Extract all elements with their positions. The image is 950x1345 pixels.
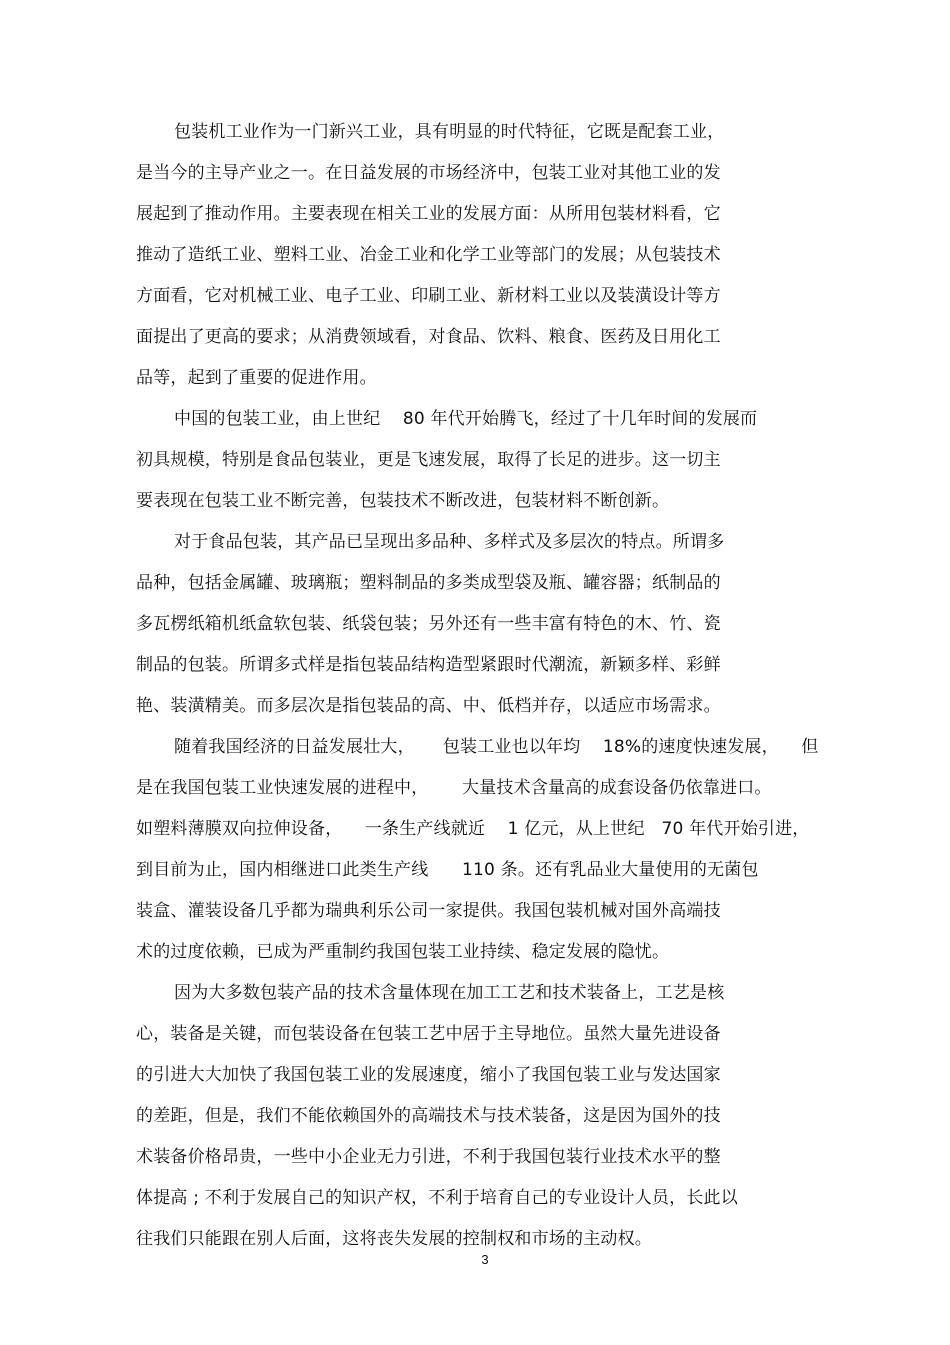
text-line: 术的过度依赖，已成为严重制约我国包装工业持续、稳定发展的隐忧。 [136, 942, 670, 962]
text-line: 制品的包装。所谓多式样是指包装品结构造型紧跟时代潮流，新颖多样、彩鲜 [136, 655, 721, 675]
text-line: 心，装备是关键，而包装设备在包装工艺中居于主导地位。虽然大量先进设备 [136, 1024, 721, 1044]
text-line: 要表现在包装工业不断完善，包装技术不断改进，包装材料不断创新。 [136, 491, 670, 511]
text-line: 是在我国包装工业快速发展的进程中， 大量技术含量高的成套设备仍依靠进口。 [136, 778, 772, 798]
text-line: 展起到了推动作用。主要表现在相关工业的发展方面：从所用包装材料看，它 [136, 204, 721, 224]
text-line: 品等，起到了重要的促进作用。 [136, 368, 377, 388]
text-line: 术装备价格昂贵，一些中小企业无力引进，不利于我国包装行业技术水平的整 [136, 1147, 721, 1167]
text-line: 推动了造纸工业、塑料工业、冶金工业和化学工业等部门的发展；从包装技术 [136, 245, 721, 265]
text-line: 方面看，它对机械工业、电子工业、印刷工业、新材料工业以及装潢设计等方 [136, 286, 721, 306]
text-line: 体提高 ; 不利于发展自己的知识产权，不利于培育自己的专业设计人员，长此以 [136, 1188, 738, 1208]
text-line: 是当今的主导产业之一。在日益发展的市场经济中，包装工业对其他工业的发 [136, 163, 721, 183]
text-line: 艳、装潢精美。而多层次是指包装品的高、中、低档并存，以适应市场需求。 [136, 696, 721, 716]
text-line: 往我们只能跟在别人后面，这将丧失发展的控制权和市场的主动权。 [136, 1229, 652, 1249]
text-line: 的差距，但是，我们不能依赖国外的高端技术与技术装备，这是因为国外的技 [136, 1106, 721, 1126]
text-line: 的引进大大加快了我国包装工业的发展速度，缩小了我国包装工业与发达国家 [136, 1065, 721, 1085]
text-line: 品种，包括金属罐、玻璃瓶；塑料制品的多类成型袋及瓶、罐容器；纸制品的 [136, 573, 721, 593]
text-line: 对于食品包装，其产品已呈现出多品种、多样式及多层次的特点。所谓多 [174, 532, 725, 552]
text-line: 如塑料薄膜双向拉伸设备， 一条生产线就近 1 亿元，从上世纪 70 年代开始引进， [136, 819, 810, 839]
page-number: 3 [481, 1252, 489, 1267]
text-line: 装盒、灌装设备几乎都为瑞典利乐公司一家提供。我国包装机械对国外高端技 [136, 901, 721, 921]
text-line: 到目前为止，国内相继进口此类生产线 110 条。还有乳品业大量使用的无菌包 [136, 860, 759, 880]
text-line: 多瓦楞纸箱机纸盒软包装、纸袋包装；另外还有一些丰富有特色的木、竹、瓷 [136, 614, 721, 634]
text-line: 随着我国经济的日益发展壮大， 包装工业也以年均 18%的速度快速发展， 但 [174, 737, 819, 757]
text-line: 面提出了更高的要求；从消费领域看，对食品、饮料、粮食、医药及日用化工 [136, 327, 721, 347]
text-line: 初具规模，特别是食品包装业，更是飞速发展，取得了长足的进步。这一切主 [136, 450, 721, 470]
text-line: 包装机工业作为一门新兴工业，具有明显的时代特征，它既是配套工业， [174, 122, 725, 142]
text-line: 因为大多数包装产品的技术含量体现在加工工艺和技术装备上，工艺是核 [174, 983, 725, 1003]
text-line: 中国的包装工业，由上世纪 80 年代开始腾飞，经过了十几年时间的发展而 [174, 409, 758, 429]
